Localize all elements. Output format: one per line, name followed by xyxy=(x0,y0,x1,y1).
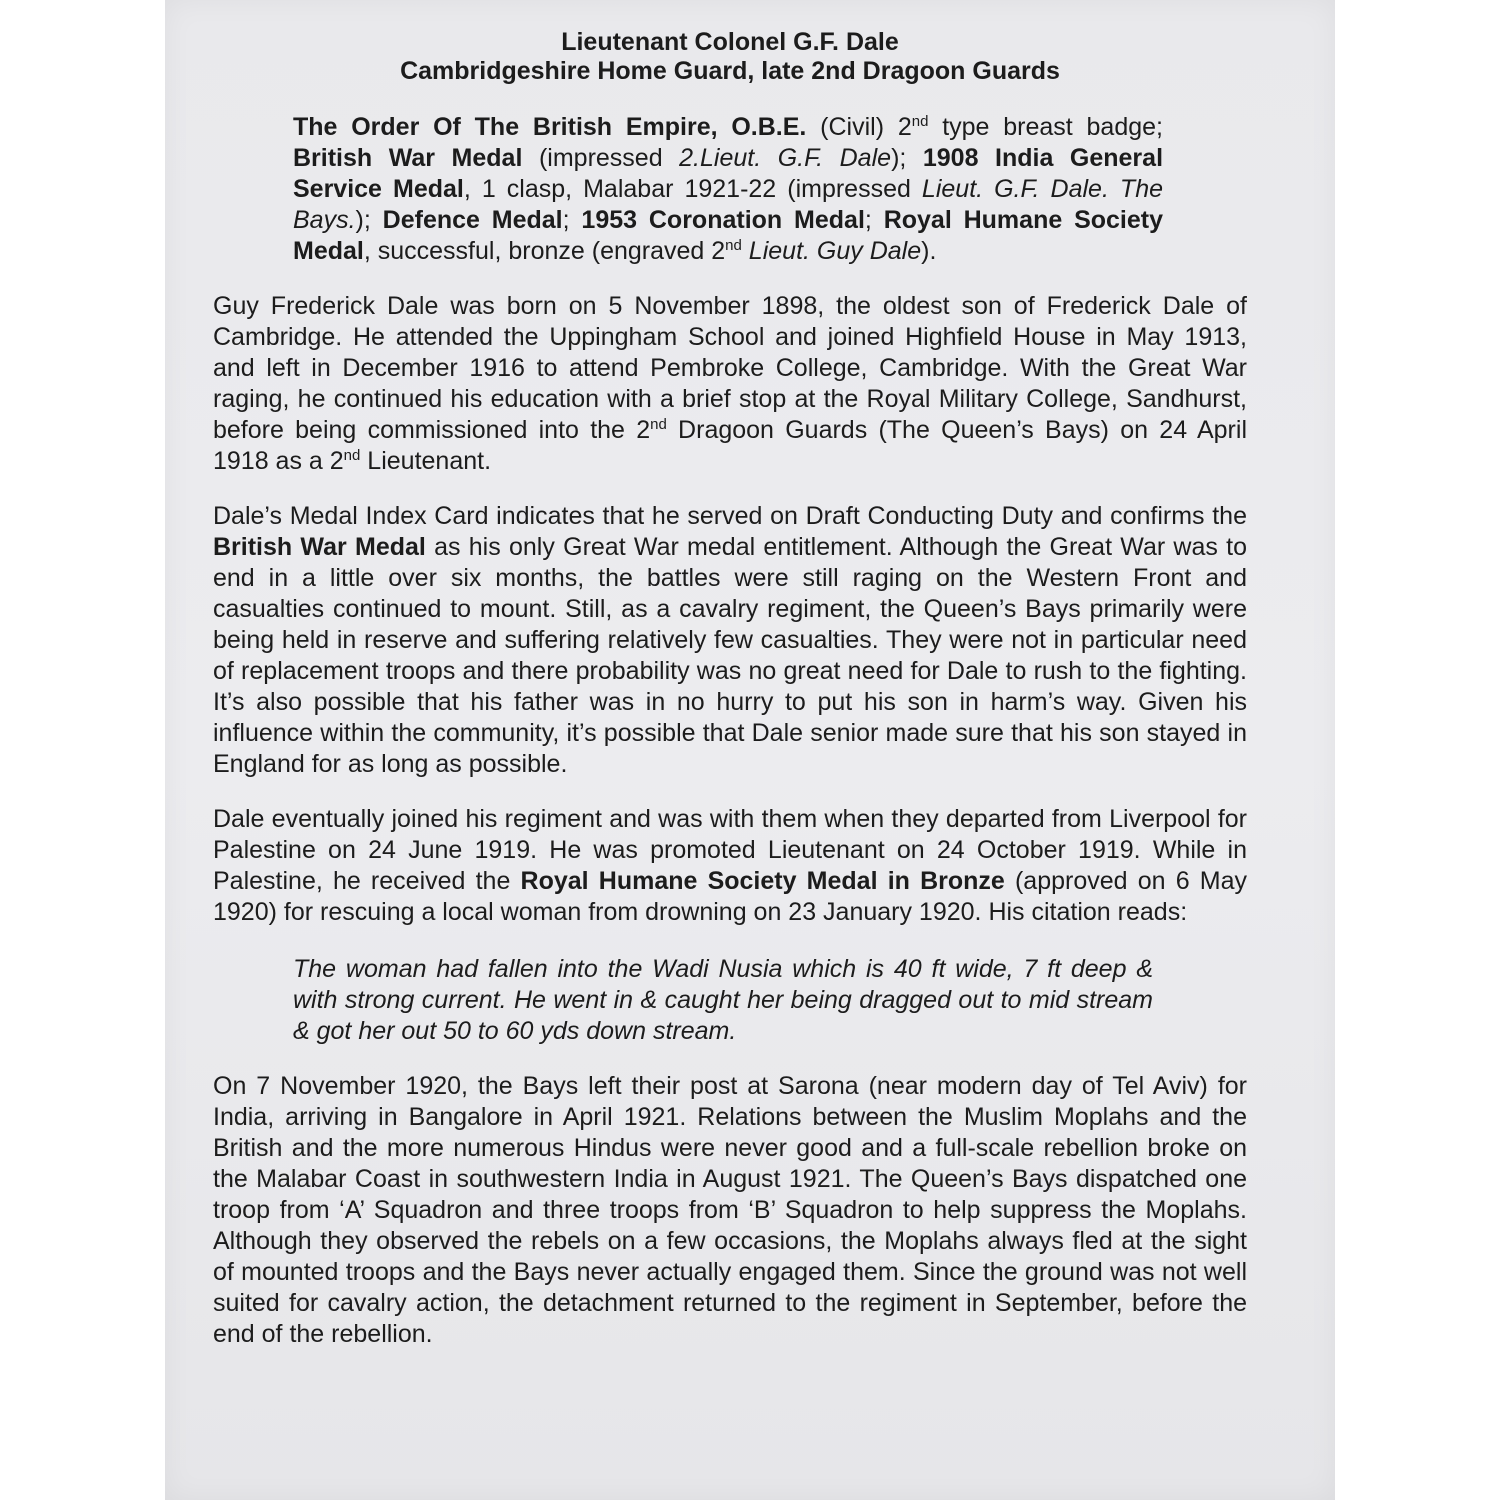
medal-bwm: British War Medal xyxy=(293,144,523,172)
medal-igs-desc: , 1 clasp, Malabar 1921-22 (impressed xyxy=(463,175,922,203)
bold-medal-name: British War Medal xyxy=(213,533,426,561)
separator: ; xyxy=(562,206,582,234)
paragraph-text: Lieutenant. xyxy=(360,447,492,475)
title-line-1: Lieutenant Colonel G.F. Dale xyxy=(561,28,899,56)
document-content xyxy=(213,24,1247,1350)
medal-obe-desc-2: type breast badge; xyxy=(928,113,1163,141)
paragraph-text: Dale’s Medal Index Card indicates that he served on Draft Conducting Duty and confirms the xyxy=(213,502,1247,530)
medal-rhs-desc-2: ). xyxy=(921,237,937,265)
medal-igs-desc-2: ); xyxy=(355,206,383,234)
paragraph-text: Guy Frederick Dale was born on 5 November 1898, the oldest son of Frederick Dale of Cambridge. He attended the Uppingham School and joined Highfield House in May 1913, and left in December 1916 to attend Pembroke College, Cambridge. With the Great War raging, he continued his education with a brief stop at the Royal Military College, Sandhurst, before being commissioned into the 2 xyxy=(213,292,1247,444)
medal-coronation: 1953 Coronation Medal xyxy=(581,206,865,234)
medal-defence: Defence Medal xyxy=(382,206,563,234)
medal-rhs-desc: , successful, bronze (engraved 2 xyxy=(363,237,726,265)
separator: ; xyxy=(864,206,884,234)
paragraph-text: as his only Great War medal entitlement. Although the Great War was to end in a little over six months, the battles were still raging on the Western Front and casualties continued to mount. Still, as a cavalry regiment, the Queen’s Bays primarily were being held in reserve and suffering relatively few casualties. They were not in particular need of replacement troops and there probability was no great need for Dale to rush to the fighting. It’s also possible that his father was in no hurry to put his son in harm’s way. Given his influence within the community, it’s possible that Dale senior made sure that his son stayed in England for as long as possible. xyxy=(213,533,1248,778)
medal-rhs: Royal Humane Society Medal xyxy=(293,206,1164,265)
bold-medal-name: Royal Humane Society Medal in Bronze xyxy=(520,867,1005,895)
medal-bwm-naming: 2.Lieut. G.F. Dale xyxy=(679,144,892,172)
medal-group-description xyxy=(293,112,1163,267)
paragraph-text: Dale eventually joined his regiment and was with them when they departed from Liverpool for Palestine on 24 June 1919. He was promoted Lieutenant on 24 October 1919. While in Palestine, he received the xyxy=(213,805,1247,895)
medal-bwm-desc: (impressed xyxy=(522,144,680,172)
superscript: nd xyxy=(725,237,742,254)
paragraph-early-life xyxy=(213,291,1247,477)
medal-bwm-desc-2: ); xyxy=(891,144,923,172)
document-title xyxy=(213,28,1247,86)
medal-obe-desc: (Civil) 2 xyxy=(806,113,912,141)
document-page xyxy=(165,0,1335,1500)
medal-igs: 1908 India General Service Medal xyxy=(293,144,1164,203)
medal-obe: The Order Of The British Empire, O.B.E. xyxy=(293,113,807,141)
paragraph-text: (approved on 6 May 1920) for rescuing a local woman from drowning on 23 January 1920. His citation reads: xyxy=(213,867,1247,926)
superscript: nd xyxy=(343,447,361,464)
title-line-2: Cambridgeshire Home Guard, late 2nd Dragoon Guards xyxy=(400,57,1060,85)
paragraph-war-service xyxy=(213,501,1247,780)
medal-rhs-naming: Lieut. Guy Dale xyxy=(741,237,922,265)
paragraph-palestine xyxy=(213,804,1247,928)
superscript: nd xyxy=(650,416,667,433)
citation-quote: The woman had fallen into the Wadi Nusia which is 40 ft wide, 7 ft deep & with strong current. He went in & caught her being dragged out to mid stream & got her out 50 to 60 yds down stream. xyxy=(293,955,1153,1045)
superscript: nd xyxy=(911,113,929,130)
paragraph-india: On 7 November 1920, the Bays left their post at Sarona (near modern day of Tel Aviv) for India, arriving in Bangalore in April 1921. Relations between the Muslim Moplahs and the British and the more numerous Hindus were never good and a full-scale rebellion broke on the Malabar Coast in southwestern India in August 1921. The Queen’s Bays dispatched one troop from ‘A’ Squadron and three troops from ‘B’ Squadron to help suppress the Moplahs. Although they observed the rebels on a few occasions, the Moplahs always fled at the sight of mounted troops and the Bays never actually engaged them. Since the ground was not well suited for cavalry action, the detachment returned to the regiment in September, before the end of the rebellion. xyxy=(213,1072,1247,1348)
medal-igs-naming: Lieut. G.F. Dale. The Bays. xyxy=(293,175,1164,234)
paragraph-text: Dragoon Guards (The Queen’s Bays) on 24 April 1918 as a 2 xyxy=(213,416,1247,475)
